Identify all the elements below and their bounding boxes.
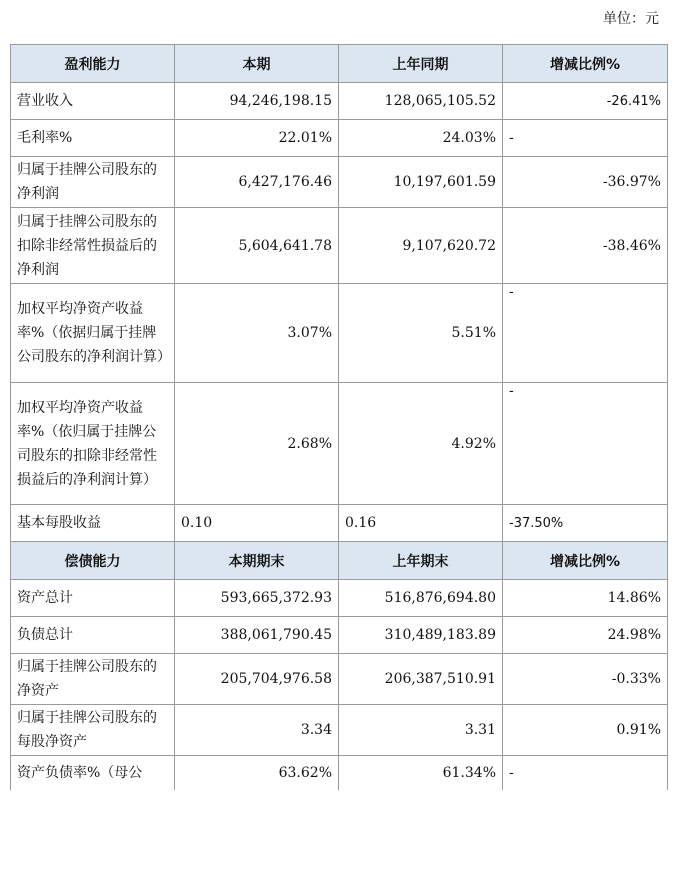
table-row (11, 284, 668, 383)
change-value: -37.50% (503, 505, 668, 542)
change-value: 24.98% (503, 617, 668, 654)
previous-value: 206,387,510.91 (339, 654, 503, 705)
previous-value: 5.51% (339, 284, 503, 383)
previous-value: 61.34% (339, 756, 503, 791)
row-label: 资产总计 (11, 580, 175, 617)
current-value: 6,427,176.46 (175, 157, 339, 208)
change-value: -38.46% (503, 208, 668, 284)
change-value: - (503, 120, 668, 157)
change-value: -0.33% (503, 654, 668, 705)
change-value: 0.91% (503, 705, 668, 756)
change-value: - (503, 756, 668, 791)
current-value: 205,704,976.58 (175, 654, 339, 705)
header-prior-period: 上年同期 (339, 45, 503, 83)
unit-label: 单位：元 (603, 11, 659, 27)
table-row (11, 157, 668, 208)
change-value: 14.86% (503, 580, 668, 617)
row-label: 基本每股收益 (11, 505, 175, 542)
financial-indicators-table (10, 44, 668, 790)
row-label: 资产负债率%（母公 (11, 756, 175, 791)
table-row (11, 705, 668, 756)
table-row (11, 756, 668, 791)
previous-value: 9,107,620.72 (339, 208, 503, 284)
row-label: 加权平均净资产收益率%（依归属于挂牌公司股东的扣除非经常性损益后的净利润计算） (11, 383, 175, 505)
current-value: 94,246,198.15 (175, 83, 339, 120)
table-row (11, 617, 668, 654)
change-value: -26.41% (503, 83, 668, 120)
current-value: 63.62% (175, 756, 339, 791)
change-value: -36.97% (503, 157, 668, 208)
current-value: 22.01% (175, 120, 339, 157)
header-solvency: 偿债能力 (11, 542, 175, 580)
row-label: 加权平均净资产收益率%（依据归属于挂牌公司股东的净利润计算） (11, 284, 175, 383)
header-change-ratio: 增减比例% (503, 45, 668, 83)
row-label: 归属于挂牌公司股东的净利润 (11, 157, 175, 208)
table-row (11, 505, 668, 542)
header-current-period: 本期 (175, 45, 339, 83)
row-label: 归属于挂牌公司股东的每股净资产 (11, 705, 175, 756)
previous-value: 310,489,183.89 (339, 617, 503, 654)
current-value: 593,665,372.93 (175, 580, 339, 617)
header-profitability: 盈利能力 (11, 45, 175, 83)
previous-value: 24.03% (339, 120, 503, 157)
table-row (11, 580, 668, 617)
change-value: - (503, 383, 668, 505)
current-value: 3.34 (175, 705, 339, 756)
solvency-header-row (11, 542, 668, 580)
previous-value: 4.92% (339, 383, 503, 505)
table-row (11, 83, 668, 120)
header-change-ratio: 增减比例% (503, 542, 668, 580)
header-prior-year-end: 上年期末 (339, 542, 503, 580)
row-label: 营业收入 (11, 83, 175, 120)
table-row (11, 208, 668, 284)
previous-value: 10,197,601.59 (339, 157, 503, 208)
row-label: 归属于挂牌公司股东的净资产 (11, 654, 175, 705)
row-label: 毛利率% (11, 120, 175, 157)
current-value: 2.68% (175, 383, 339, 505)
table-row (11, 383, 668, 505)
row-label: 归属于挂牌公司股东的扣除非经常性损益后的净利润 (11, 208, 175, 284)
current-value: 0.10 (175, 505, 339, 542)
previous-value: 0.16 (339, 505, 503, 542)
current-value: 388,061,790.45 (175, 617, 339, 654)
previous-value: 3.31 (339, 705, 503, 756)
header-current-period-end: 本期期末 (175, 542, 339, 580)
table-row (11, 654, 668, 705)
current-value: 3.07% (175, 284, 339, 383)
previous-value: 516,876,694.80 (339, 580, 503, 617)
table-row (11, 120, 668, 157)
change-value: - (503, 284, 668, 383)
row-label: 负债总计 (11, 617, 175, 654)
profit-header-row (11, 45, 668, 83)
previous-value: 128,065,105.52 (339, 83, 503, 120)
current-value: 5,604,641.78 (175, 208, 339, 284)
